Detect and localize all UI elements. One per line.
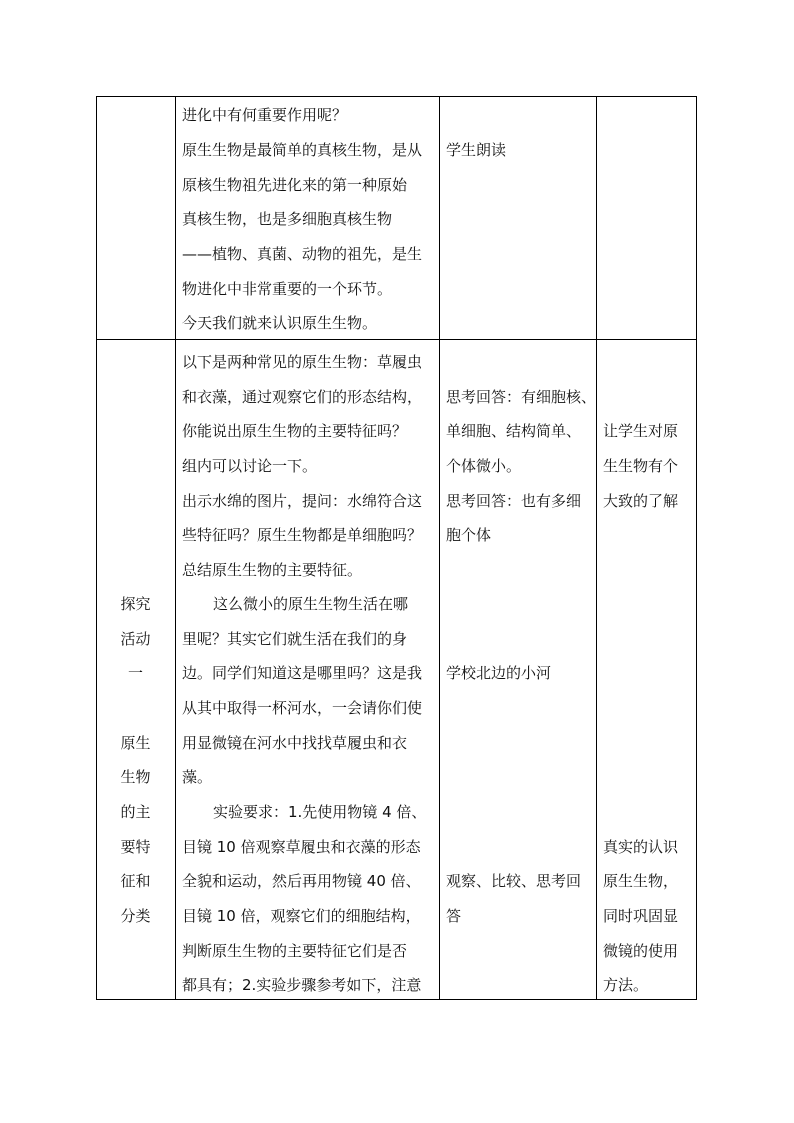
row2-content-line: 全貌和运动，然后再用物镜 40 倍、	[182, 872, 421, 890]
student-activity-line: 胞个体	[446, 526, 492, 544]
student-activity-line: 思考回答：有细胞核、	[446, 388, 597, 406]
row2-content-line: 藻。	[182, 768, 213, 786]
phase-label-line: 探究	[120, 595, 151, 613]
row2-content-line: 实验要求：1.先使用物镜 4 倍、	[213, 803, 427, 821]
phase-label-line: 分类	[120, 907, 151, 925]
design-intent-line: 大致的了解	[603, 492, 679, 510]
phase-label-line: 征和	[120, 872, 151, 890]
student-activity-line: 个体微小。	[446, 457, 522, 475]
student-activity-line: 答	[446, 907, 462, 925]
row2-content-line: 目镜 10 倍观察草履虫和衣藻的形态	[182, 838, 421, 856]
row2-content-line: 都具有；2.实验步骤参考如下，注意	[182, 976, 422, 994]
row2-content-line: 组内可以讨论一下。	[182, 457, 318, 475]
row2-content-line: 里呢？其实它们就生活在我们的身	[182, 630, 408, 648]
student-activity-line: 学校北边的小河	[446, 664, 552, 682]
row1-content-line: 今天我们就来认识原生生物。	[182, 314, 378, 332]
phase-label-line: 的主	[120, 803, 151, 821]
table-right-border	[696, 96, 697, 1000]
design-intent-line: 真实的认识	[603, 838, 679, 856]
phase-label-line: 生物	[120, 768, 151, 786]
row1-content-line: ——植物、真菌、动物的祖先，是生	[182, 245, 423, 263]
phase-label-line: 一	[127, 664, 143, 682]
row1-student-activity: 学生朗读	[446, 141, 507, 159]
row2-content-line: 目镜 10 倍，观察它们的细胞结构，	[182, 907, 421, 925]
student-activity-line: 观察、比较、思考回	[446, 872, 582, 890]
student-activity-line: 思考回答：也有多细	[446, 492, 582, 510]
phase-label-line: 活动	[120, 630, 151, 648]
row2-content-line: 和衣藻，通过观察它们的形态结构，	[182, 388, 423, 406]
table-top-border	[96, 96, 697, 97]
row1-content-line: 进化中有何重要作用呢？	[182, 106, 348, 124]
design-intent-line: 生生物有个	[603, 457, 679, 475]
design-intent-line: 原生生物，	[603, 872, 679, 890]
design-intent-line: 微镜的使用	[603, 942, 679, 960]
row2-content-line: 以下是两种常见的原生生物：草履虫	[182, 353, 423, 371]
column-divider-3	[596, 96, 597, 1000]
phase-label-line: 要特	[120, 838, 151, 856]
table-left-border	[96, 96, 97, 1000]
row1-content-line: 原生生物是最简单的真核生物，是从	[182, 141, 423, 159]
phase-label-line: 原生	[120, 734, 151, 752]
row2-content-line: 这么微小的原生生物生活在哪	[213, 595, 409, 613]
student-activity-line: 单细胞、结构简单、	[446, 422, 582, 440]
row2-content-line: 从其中取得一杯河水，一会请你们使	[182, 699, 423, 717]
row2-content-line: 判断原生生物的主要特征它们是否	[182, 942, 408, 960]
row1-content-line: 真核生物，也是多细胞真核生物	[182, 210, 393, 228]
design-intent-line: 同时巩固显	[603, 907, 679, 925]
row2-content-line: 些特征吗？原生生物都是单细胞吗？	[182, 526, 423, 544]
design-intent-line: 方法。	[603, 976, 649, 994]
row1-content-line: 物进化中非常重要的一个环节。	[182, 280, 393, 298]
row2-content-line: 你能说出原生生物的主要特征吗？	[182, 422, 408, 440]
row2-content-line: 总结原生生物的主要特征。	[182, 561, 363, 579]
column-divider-1	[175, 96, 176, 1000]
design-intent-line: 让学生对原	[603, 422, 679, 440]
column-divider-2	[439, 96, 440, 1000]
row2-content-line: 出示水绵的图片，提问：水绵符合这	[182, 492, 423, 510]
row2-content-line: 边。同学们知道这是哪里吗？这是我	[182, 664, 423, 682]
row2-content-line: 用显微镜在河水中找找草履虫和衣	[182, 734, 408, 752]
row1-content-line: 原核生物祖先进化来的第一种原始	[182, 176, 408, 194]
